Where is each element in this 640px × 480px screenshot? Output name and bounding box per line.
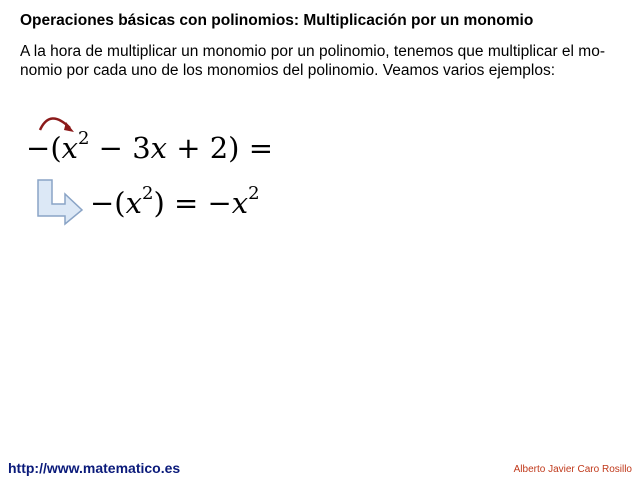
equation-2 <box>90 183 260 220</box>
eq1-term-3: + 2) = <box>167 131 274 165</box>
equation-1 <box>26 128 274 165</box>
eq1-variable-2: x <box>150 131 167 165</box>
eq2-variable: x <box>125 186 142 220</box>
eq1-variable: x <box>61 131 78 165</box>
intro-line-1: A la hora de multiplicar un monomio por un polinomio, tenemos que multiplicar el mo- <box>20 43 605 60</box>
eq2-middle: ) = − <box>153 186 232 220</box>
eq1-open-paren: ( <box>50 131 62 165</box>
intro-line-2: nomio por cada uno de los monomios del polinomio. Veamos varios ejemplos: <box>20 62 556 79</box>
eq1-term-2: − 3 <box>89 131 151 165</box>
eq2-variable-2: x <box>231 186 249 220</box>
website-link[interactable]: http://www.matematico.es <box>8 460 181 476</box>
slide-title: Operaciones básicas con polinomios: Multiplicación por un monomio <box>20 12 534 29</box>
eq1-exponent: 2 <box>78 128 90 149</box>
author-credit: Alberto Javier Caro Rosillo <box>513 464 632 475</box>
intro-paragraph <box>20 42 630 80</box>
turn-right-arrow-icon <box>35 178 85 226</box>
eq1-minus: − <box>26 131 51 165</box>
eq2-exponent-2: 2 <box>248 183 260 204</box>
eq2-exponent: 2 <box>141 183 154 204</box>
eq2-lhs-open: −( <box>90 186 126 220</box>
